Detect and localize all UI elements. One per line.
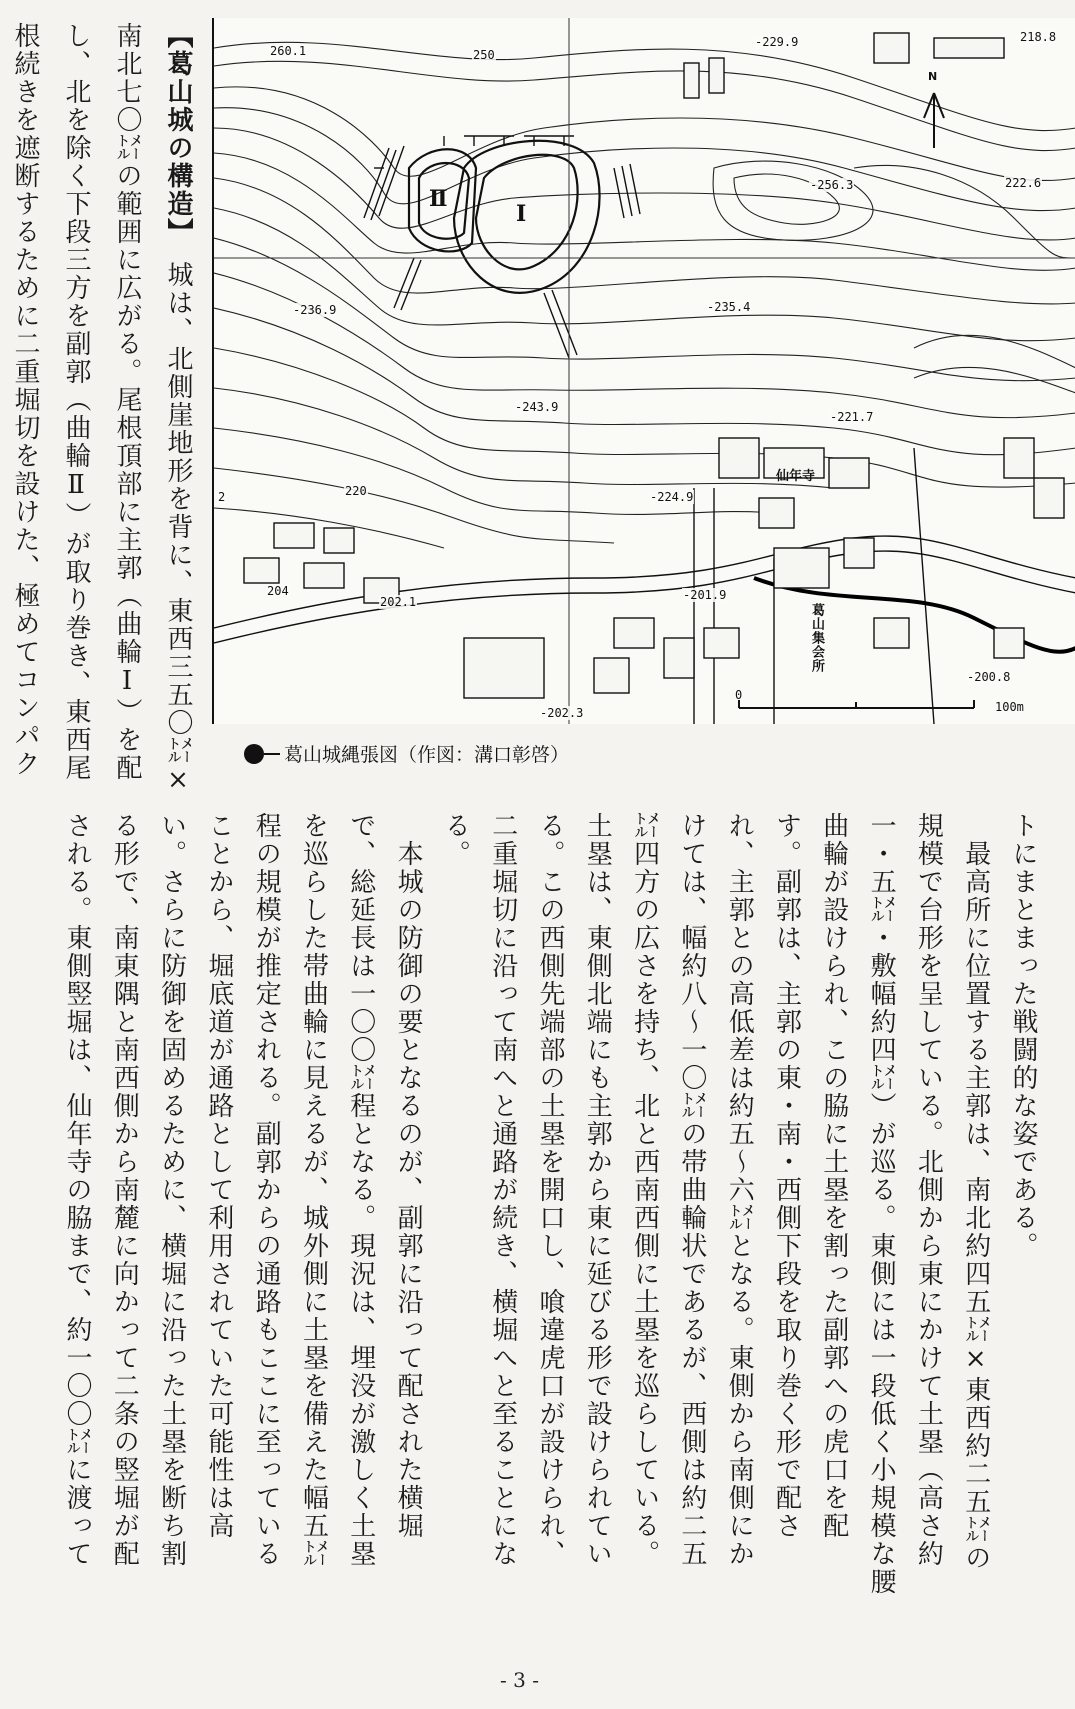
north-label: N (928, 70, 938, 83)
caption-text: 葛山城縄張図（作図：溝口彰啓） (284, 744, 570, 766)
text-column-bottom-17: 程の規模が推定される。副郭からの通路もここに至っている (251, 812, 282, 1568)
text-column-bottom-10: 土塁は、東側北端にも主郭から東に延びる形で設けられてい (582, 812, 613, 1568)
elevation-label: -202.3 (540, 706, 584, 720)
text-column-bottom-2: 最高所に位置する主郭は、南北約四五㍍×東西約二五㍍の (960, 812, 991, 1572)
text-column-bottom-12: 二重堀切に沿って南へと通路が続き、横堀へと至ることにな (487, 812, 518, 1568)
enclosure-outlines (409, 141, 600, 293)
text-column-bottom-1: トにまとまった戦闘的な姿である。 (1008, 812, 1038, 1260)
bullet-icon (244, 744, 264, 764)
dash-icon (264, 753, 280, 755)
text-column-bottom-21: される。東側竪堀は、仙年寺の脇まで、約一〇〇㍍に渡って (62, 812, 92, 1568)
text-column-bottom-8: けては、幅約八～一〇㍍の帯曲輪状であるが、西側は約二五 (676, 812, 707, 1568)
castle-layout-map (212, 18, 1075, 724)
enclosure-1-label: Ⅰ (516, 201, 527, 227)
elevation-label: 202.1 (380, 595, 417, 609)
community-hall-label: 葛山集会所 (809, 603, 824, 673)
elevation-label: 250 (473, 48, 495, 62)
text-column-bottom-16: を巡らした帯曲輪に見えるが、城外側に土塁を備えた幅五㍍ (298, 812, 329, 1568)
ditch-hatching (364, 136, 640, 358)
temple-label: 仙年寺 (776, 469, 816, 484)
elevation-label: -229.9 (755, 35, 799, 49)
elevation-label: -256.3 (810, 178, 854, 192)
text-column-bottom-7: れ、主郭との高低差は約五～六㍍となる。東側から南側にか (724, 812, 755, 1568)
text-column-bottom-14: 本城の防御の要となるのが、副郭に沿って配された横堀 (393, 812, 424, 1540)
contour-map-drawing (214, 18, 1075, 724)
scale-start-label: 0 (735, 688, 743, 702)
text-column-top-3: し、北を除く下段三方を副郭（曲輪Ⅱ）が取り巻き、東西尾 (61, 22, 91, 782)
scale-end-label: 100m (995, 700, 1024, 714)
text-column-bottom-18: ことから、堀底道が通路として利用されていた可能性は高 (203, 812, 234, 1540)
page-number: - 3 - (500, 1668, 539, 1692)
elevation-label: -221.7 (830, 410, 874, 424)
section-heading: 【葛山城の構造】 (163, 22, 193, 233)
text-column-top-2: 南北七〇㍍の範囲に広がる。尾根頂部に主郭（曲輪Ⅰ）を配 (112, 22, 142, 782)
contour-lines (214, 42, 1075, 548)
text-column-bottom-6: す。副郭は、主郭の東・南・西側下段を取り巻く形で配さ (771, 812, 802, 1540)
river-line (754, 578, 1075, 652)
elevation-label: -224.9 (650, 490, 694, 504)
elevation-label: 204 (267, 584, 289, 598)
text-column-bottom-4: 一・五㍍・敷幅約四㍍）が巡る。東側には一段低く小規模な腰 (866, 812, 897, 1596)
buildings (244, 33, 1064, 698)
elevation-label: -243.9 (515, 400, 559, 414)
north-arrow (924, 93, 944, 148)
elevation-label: 218.8 (1020, 30, 1057, 44)
text-column-bottom-15: で、総延長は一〇〇㍍程となる。現況は、埋没が激しく土塁 (345, 812, 376, 1568)
text-column-bottom-5: 曲輪が設けられ、この脇に土塁を割った副郭への虎口を配 (818, 812, 849, 1540)
elevation-label: -235.4 (707, 300, 751, 314)
text-column-bottom-19: い。さらに防御を固めるために、横堀に沿った土塁を断ち割 (156, 812, 187, 1568)
text-column-bottom-13: る。 (440, 812, 471, 868)
text-column-bottom-9: ㍍四方の広さを持ち、北と西南西側に土塁を巡らしている。 (629, 812, 660, 1568)
text-column-top-1 (165, 22, 191, 797)
text-column-bottom-3: 規模で台形を呈している。北側から東にかけて土塁（高さ約 (913, 812, 944, 1568)
elevation-label: 222.6 (1005, 176, 1042, 190)
elevation-label: 2 (218, 490, 226, 504)
text-column-bottom-11: る。この西側先端部の土塁を開口し、喰違虎口が設けられ、 (535, 812, 565, 1568)
elevation-label: 260.1 (270, 44, 307, 58)
text-column-top-4: 根続きを遮断するために二重堀切を設けた、極めてコンパク (10, 22, 40, 778)
elevation-label: -201.9 (683, 588, 727, 602)
elevation-label: -236.9 (293, 303, 337, 317)
text-line: 城は、北側崖地形を背に、東西三五〇㍍× (163, 233, 193, 797)
enclosure-2-label: Ⅱ (429, 186, 448, 212)
figure-caption (244, 740, 569, 767)
text-column-bottom-20: る形で、南東隅と南西側から南麓に向かって二条の竪堀が配 (109, 812, 140, 1568)
elevation-label: -200.8 (967, 670, 1011, 684)
elevation-label: 220 (345, 484, 367, 498)
